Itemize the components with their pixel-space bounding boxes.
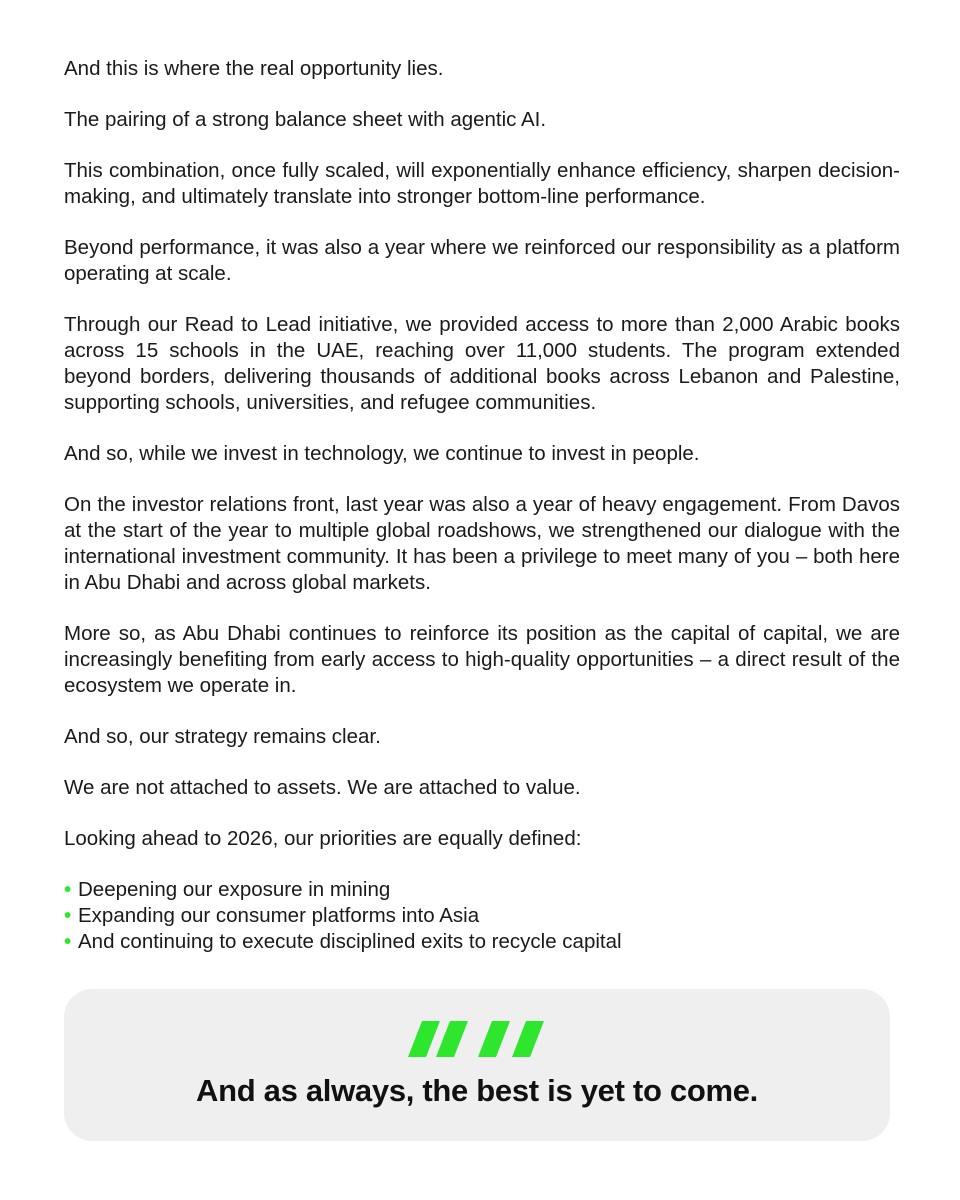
priorities-list [64,877,900,955]
paragraph-combination: This combination, once fully scaled, will exponentially enhance efficiency, sharpen decision-making, and ultimately translate into stronger bottom-line performance. [64,159,900,208]
list-item-text: And continuing to execute disciplined exits to recycle capital [78,930,622,953]
list-item [64,877,900,903]
list-item-text: Expanding our consumer platforms into Asia [78,904,480,927]
list-item [64,903,900,929]
paragraph-invest-in-people: And so, while we invest in technology, we continue to invest in people. [64,442,700,465]
paragraph-abu-dhabi: More so, as Abu Dhabi continues to reinforce its position as the capital of capital, we are increasingly benefiting from early access to high-quality opportunities – a direct result of the ecosystem we operate in. [64,622,900,697]
paragraph-pairing: The pairing of a strong balance sheet with agentic AI. [64,108,547,131]
bullet-icon: • [64,904,72,927]
paragraph-investor-relations: On the investor relations front, last year was also a year of heavy engagement. From Davos at the start of the year to multiple global roadshows, we strengthened our dialogue with the international investment community. It has been a privilege to meet many of you – both here in Abu Dhabi and across global markets. [64,493,900,594]
list-item-text: Deepening our exposure in mining [78,878,391,901]
paragraph-priorities-intro: Looking ahead to 2026, our priorities are equally defined: [64,827,582,850]
letter-body [64,56,900,955]
quote-box [64,989,890,1141]
paragraph-read-to-lead: Through our Read to Lead initiative, we provided access to more than 2,000 Arabic books across 15 schools in the UAE, reaching over 11,000 students. The program extended beyond borders, delivering thousands of additional books across Lebanon and Palestine, supporting schools, universities, and refugee communities. [64,313,900,414]
bullet-icon: • [64,878,72,901]
paragraph-value: We are not attached to assets. We are attached to value. [64,776,581,799]
paragraph-responsibility: Beyond performance, it was also a year where we reinforced our responsibility as a platform operating at scale. [64,236,900,285]
quote-text: And as always, the best is yet to come. [196,1073,758,1108]
paragraph-strategy: And so, our strategy remains clear. [64,725,381,748]
bullet-icon: • [64,930,72,953]
quote-mark-icon [408,1021,548,1057]
paragraph-opportunity: And this is where the real opportunity lies. [64,57,444,80]
list-item [64,929,900,955]
